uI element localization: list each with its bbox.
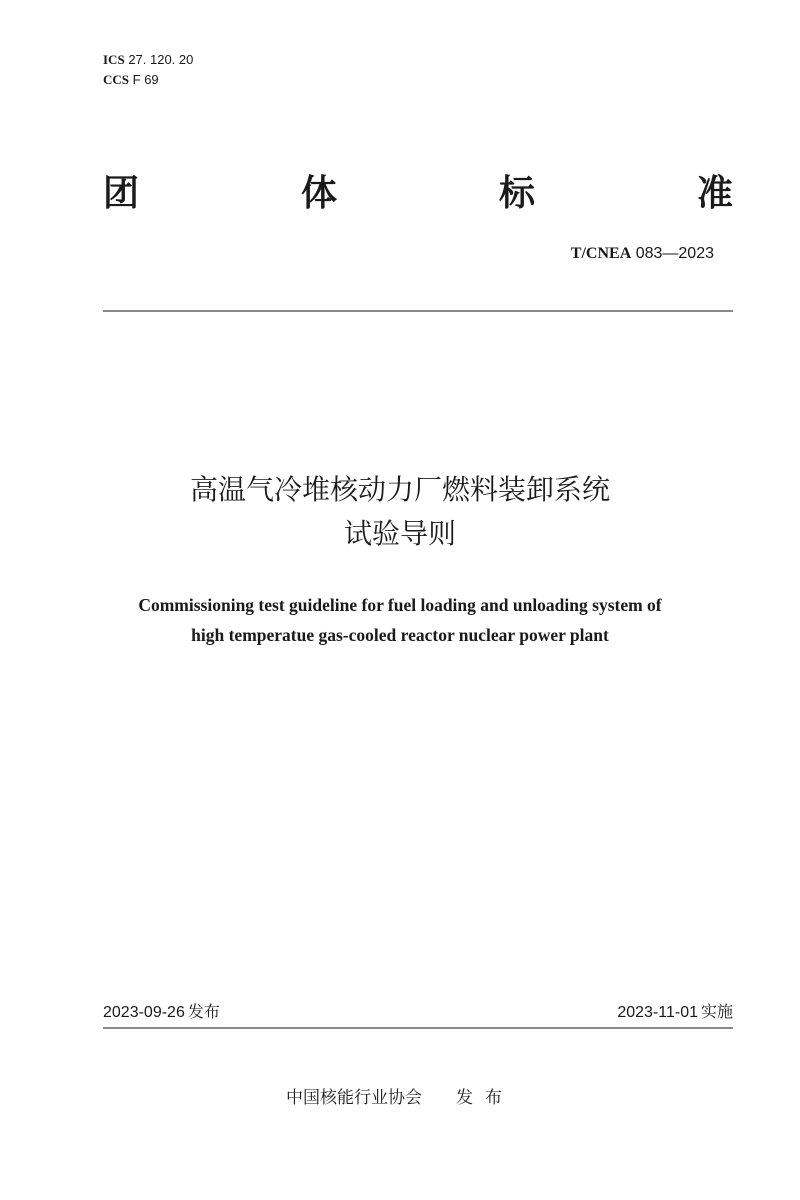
chinese-title bbox=[0, 468, 800, 556]
ccs-code bbox=[103, 72, 159, 88]
standard-number-value: 083—2023 bbox=[635, 245, 714, 262]
publish-date bbox=[103, 1002, 220, 1023]
standard-type-char-3: 标 bbox=[498, 173, 535, 214]
publisher-name: 中国核能行业协会 bbox=[286, 1088, 422, 1108]
ics-label: ICS bbox=[103, 52, 125, 67]
english-title bbox=[0, 590, 800, 650]
publish-date-value: 2023-09-26 bbox=[103, 1004, 185, 1021]
standard-number bbox=[571, 244, 714, 264]
standard-type-char-2: 体 bbox=[300, 173, 337, 214]
standard-number-prefix: T/CNEA bbox=[570, 245, 632, 262]
implement-date-label: 实施 bbox=[700, 1002, 733, 1021]
chinese-title-line-1: 高温气冷堆核动力厂燃料装卸系统 bbox=[189, 473, 610, 506]
standard-type-char-1: 团 bbox=[103, 173, 140, 214]
ics-code bbox=[103, 52, 193, 68]
implement-date bbox=[617, 1002, 733, 1023]
english-title-line-1: Commissioning test guideline for fuel loading and unloading system of bbox=[138, 595, 662, 615]
publisher-line bbox=[0, 1087, 800, 1109]
ics-value: 27. 120. 20 bbox=[128, 52, 194, 67]
ccs-label: CCS bbox=[103, 72, 130, 87]
english-title-line-2: high temperatue gas-cooled reactor nuclear power plant bbox=[191, 625, 609, 645]
implement-date-value: 2023-11-01 bbox=[617, 1004, 698, 1021]
bottom-divider bbox=[103, 1027, 733, 1029]
publish-date-label: 发布 bbox=[187, 1002, 220, 1021]
chinese-title-line-2: 试验导则 bbox=[343, 517, 456, 550]
standard-type-char-4: 准 bbox=[696, 173, 733, 214]
publisher-action: 发布 bbox=[456, 1088, 514, 1108]
standard-type-heading bbox=[103, 172, 733, 216]
ccs-value: F 69 bbox=[132, 72, 159, 87]
top-divider bbox=[103, 310, 733, 312]
